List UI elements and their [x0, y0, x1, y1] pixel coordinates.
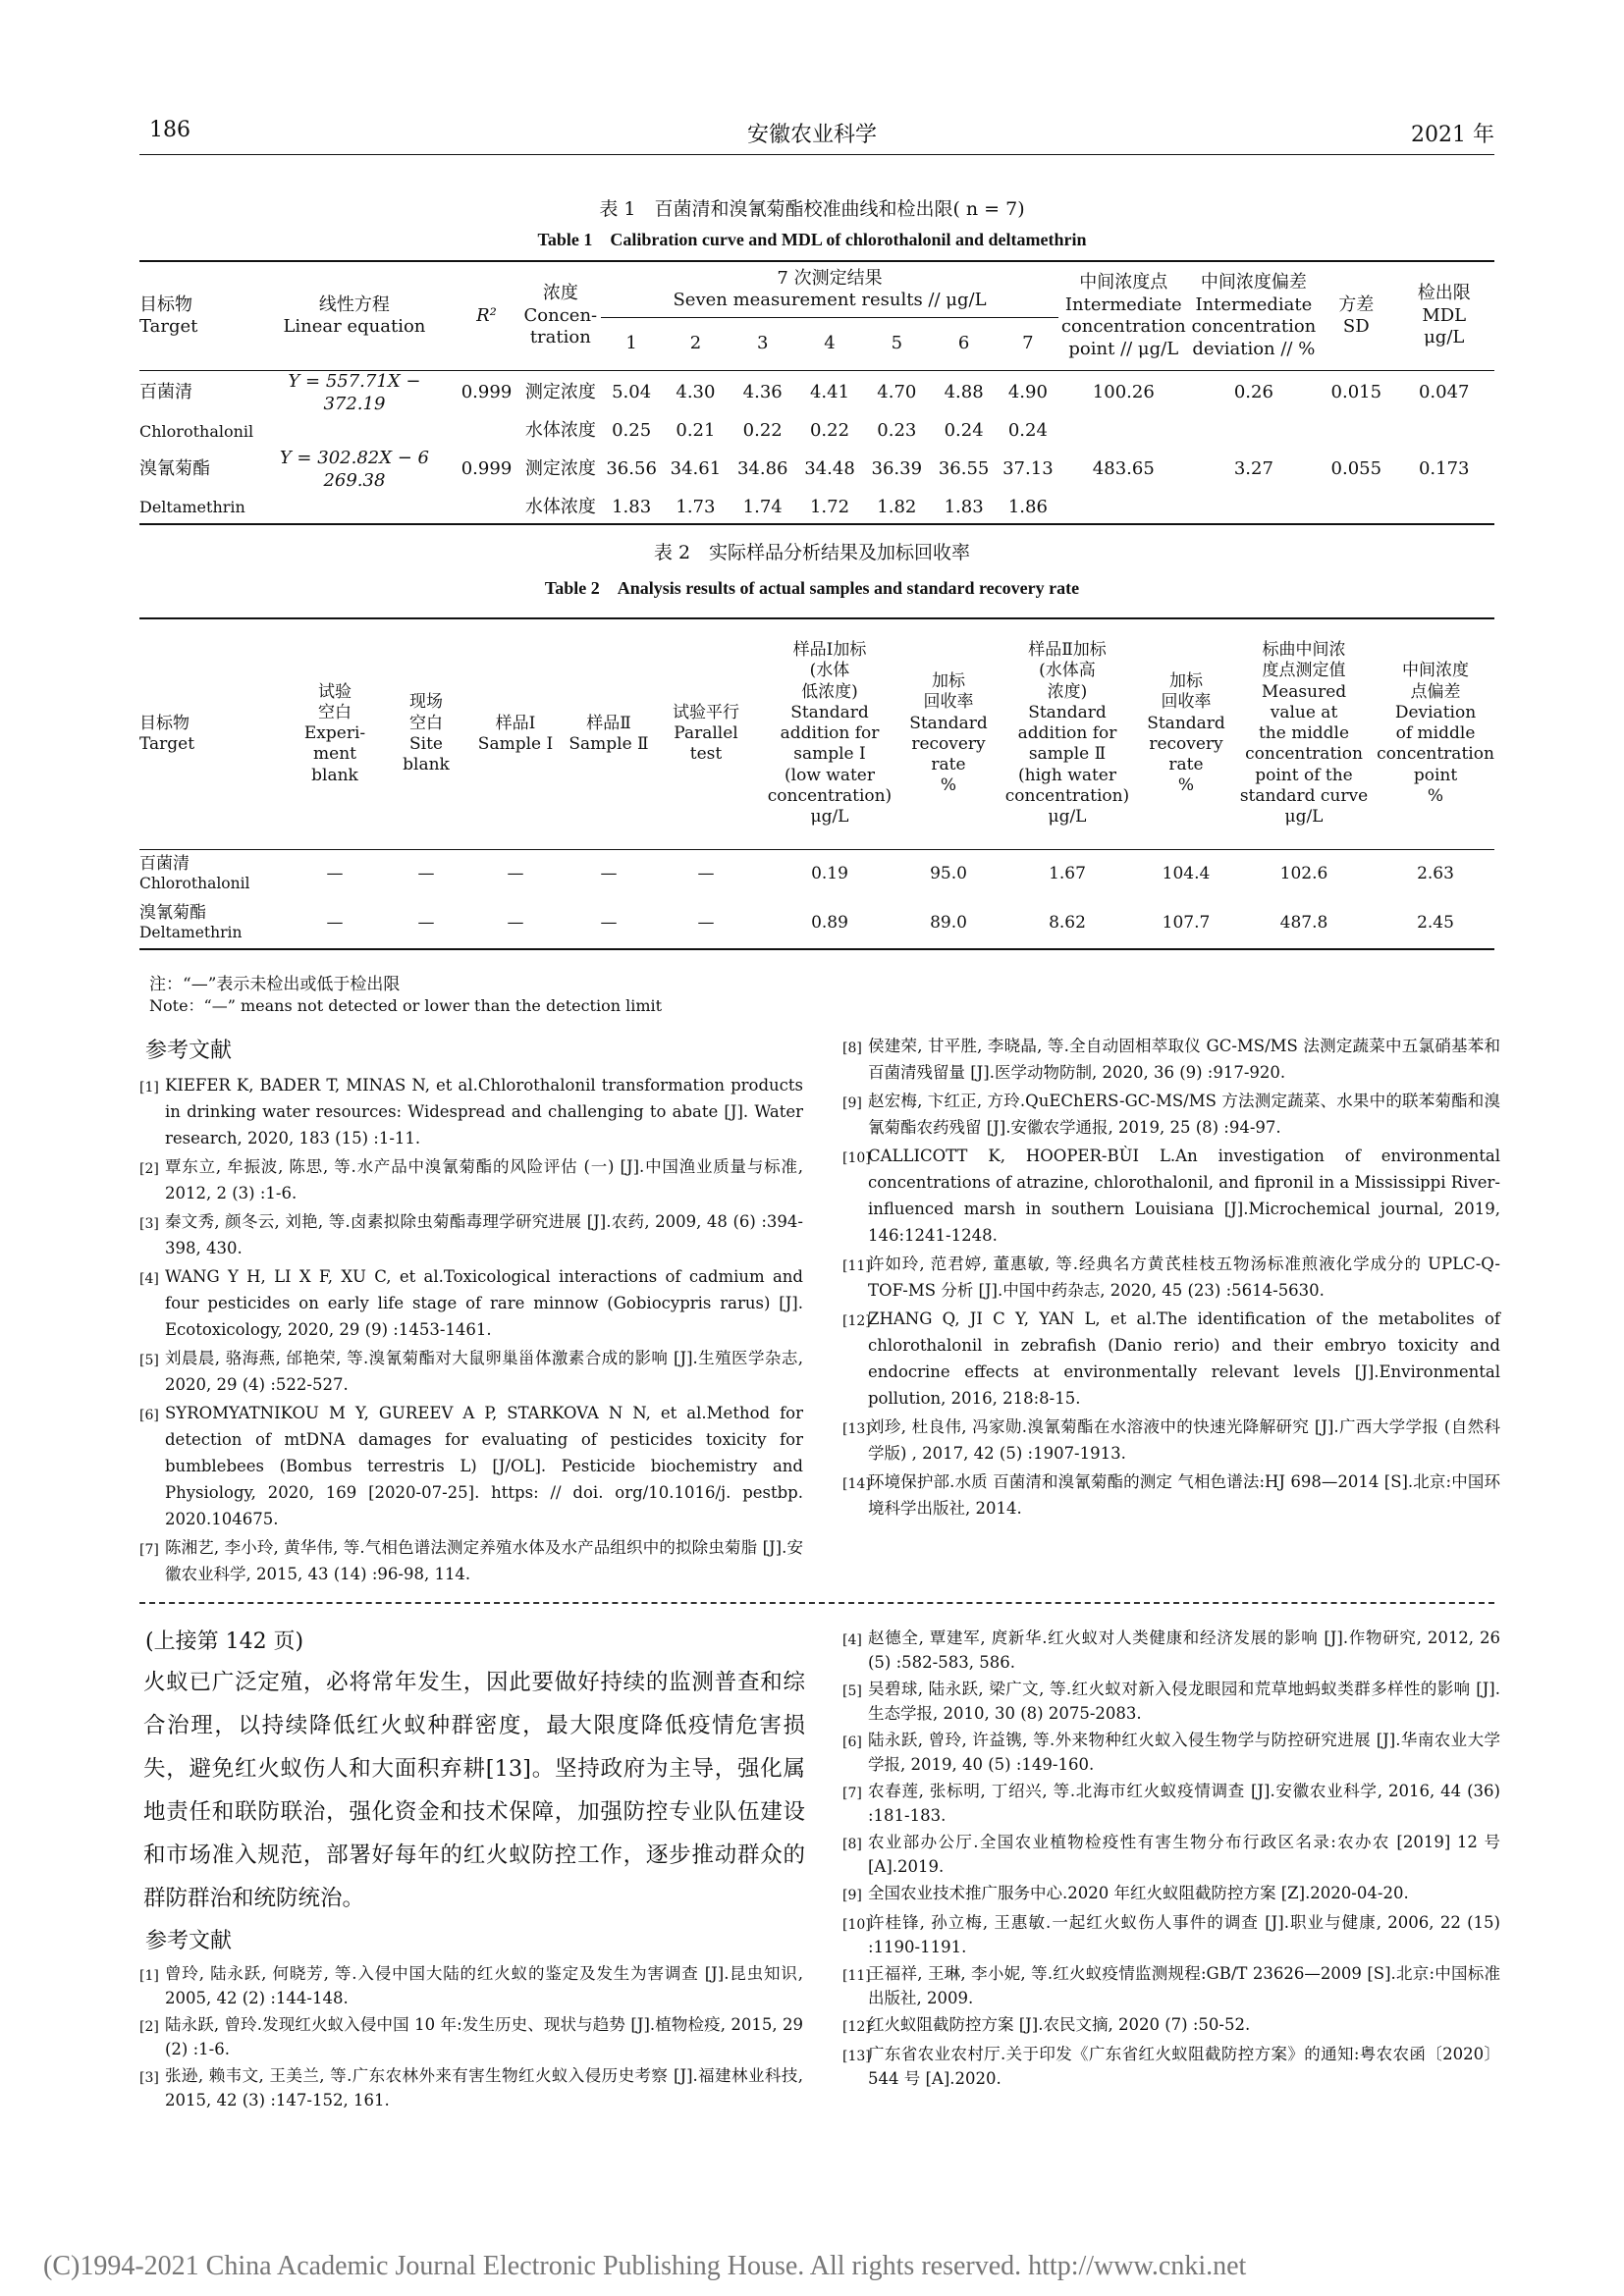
- t2-dev: 2.45: [1417, 912, 1454, 933]
- t1-conc: 水体浓度: [524, 420, 596, 442]
- t1-mid: 483.65: [1092, 458, 1155, 480]
- t1-h-target: 目标物 Target: [139, 294, 198, 337]
- reference-item: [842, 1961, 1500, 2010]
- t1-mid: 100.26: [1092, 382, 1155, 403]
- references-right-2: [842, 1626, 1500, 2093]
- t1-val: 36.56: [606, 458, 657, 480]
- t2-blank: —: [326, 912, 344, 933]
- t1-h-idx: 5: [891, 333, 903, 354]
- header-rule: [139, 154, 1494, 155]
- reference-item: [139, 1153, 803, 1206]
- continued-paragraph: 火蚁已广泛定殖，必将常年发生，因此要做好持续的监测普查和综合治理，以持续降低红火蚁种群密度，最大限度降低疫情危害损失，避免红火蚁伤人和大面积弃耕[13]。坚持政府为主导，强化属地责任和联防联治，强化资金和技术保障，加强防控专业队伍建设和市场准入规范，部署好每年的红火蚁防控工作，逐步推动群众的群防群治和统防统治。: [143, 1670, 805, 1911]
- t1-val: 4.30: [676, 382, 716, 403]
- reference-text: CALLICOTT K, HOOPER-BÙI L.An investigation of environmental concentrations of atrazine, chlorothalonil, and fipronil in a Mississippi River-influenced marsh in southern Louisiana [J].Microchemical journal, 2019, 146:1241-1248.: [868, 1147, 1500, 1245]
- reference-text: 农业部办公厅.全国农业植物检疫性有害生物分布行政区名录:农办农 [2019] 12 号 [A].2019.: [868, 1833, 1500, 1876]
- reference-number: [2]: [139, 1161, 159, 1177]
- reference-text: 红火蚁阻截防控方案 [J].农民文摘, 2020 (7) :50-52.: [868, 2015, 1251, 2034]
- reference-number: [5]: [139, 1353, 159, 1368]
- t2-h-dev: 中间浓度 点偏差 Deviation of middle concentration point %: [1377, 661, 1494, 806]
- reference-item: [842, 1088, 1500, 1141]
- t2-h-s2: 样品Ⅱ Sample Ⅱ: [568, 713, 649, 754]
- t2-s2: —: [600, 912, 618, 933]
- reference-item: [139, 1072, 803, 1151]
- t1-conc: 测定浓度: [524, 382, 596, 403]
- t1-h-idx: 2: [689, 333, 702, 354]
- t2-h-site: 现场 空白 Site blank: [403, 692, 450, 774]
- reference-number: [14]: [842, 1476, 871, 1492]
- t2-h-target: 目标物 Target: [139, 713, 195, 754]
- t1-val: 37.13: [1002, 458, 1054, 480]
- t1-val: 1.74: [742, 496, 783, 517]
- t2-s1: —: [507, 912, 524, 933]
- reference-text: 侯建荣, 甘平胜, 李晓晶, 等.全自动固相萃取仪 GC-MS/MS 法测定蔬菜中五氯硝基苯和百菌清残留量 [J].医学动物防制, 2020, 36 (9) :917-920.: [868, 1037, 1500, 1082]
- reference-text: 环境保护部.水质 百菌清和溴氰菊酯的测定 气相色谱法:HJ 698—2014 [S].北京:中国环境科学出版社, 2014.: [868, 1472, 1500, 1518]
- reference-item: [139, 1961, 803, 2010]
- table-row: [139, 448, 1494, 492]
- t1-val: 1.86: [1007, 496, 1048, 517]
- reference-item: [842, 1306, 1500, 1412]
- reference-text: SYROMYATNIKOU M Y, GUREEV A P, STARKOVA N N, et al.Method for detection of mtDNA damages for evaluating of pesticides toxicity for bumblebees (Bombus terrestris L) [J/OL]. Pesticide biochemistry and Physiology, 2020, 169 [2020-07-25]. https: // doi. org/10.1016/j. pestbp. 2020.104675.: [165, 1404, 803, 1528]
- t1-val: 1.83: [944, 496, 984, 517]
- t1-r2: 0.999: [460, 458, 513, 480]
- t1-dev: 3.27: [1233, 458, 1273, 480]
- t1-val: 1.83: [612, 496, 652, 517]
- reference-text: WANG Y H, LI X F, XU C, et al.Toxicological interactions of cadmium and four pesticides on early life stage of rare minnow (Gobiocypris rarus) [J]. Ecotoxicology, 2020, 29 (9) :1453-1461.: [165, 1267, 803, 1339]
- t1-val: 34.48: [804, 458, 855, 480]
- reference-text: 刘珍, 杜良伟, 冯家勋.溴氰菊酯在水溶液中的快速光降解研究 [J].广西大学学报 (自然科学版) , 2017, 42 (5) :1907-1913.: [868, 1417, 1500, 1463]
- t2-rec2: 104.4: [1162, 863, 1211, 883]
- reference-text: 陈湘艺, 李小玲, 黄华伟, 等.气相色谱法测定养殖水体及水产品组织中的拟除虫菊脂 [J].安徽农业科学, 2015, 43 (14) :96-98, 114.: [165, 1538, 803, 1583]
- t1-h-idx: 6: [957, 333, 970, 354]
- reference-number: [13]: [842, 2049, 871, 2064]
- t1-h-eq: 线性方程 Linear equation: [283, 294, 426, 337]
- t2-add2: 1.67: [1049, 863, 1086, 883]
- t1-h-idx: 7: [1022, 333, 1034, 354]
- reference-text: 覃东立, 牟振波, 陈思, 等.水产品中溴氰菊酯的风险评估 (一) [J].中国渔业质量与标准, 2012, 2 (3) :1-6.: [165, 1157, 803, 1202]
- t1-val: 0.21: [676, 420, 716, 442]
- reference-item: [842, 1677, 1500, 1726]
- table2-note-en: Note：“—” means not detected or lower than the detection limit: [149, 996, 663, 1015]
- reference-number: [6]: [842, 1735, 862, 1750]
- t2-h-s1: 样品Ⅰ Sample Ⅰ: [477, 713, 554, 754]
- t1-val: 1.82: [877, 496, 917, 517]
- reference-number: [11]: [842, 1968, 871, 1984]
- t2-blank: —: [326, 863, 344, 883]
- table-row: [139, 371, 1494, 416]
- journal-name: 安徽农业科学: [746, 123, 877, 147]
- reference-item: [842, 1910, 1500, 1959]
- year: 2021 年: [1411, 123, 1494, 147]
- t1-target: 溴氰菊酯: [139, 458, 210, 480]
- reference-number: [10]: [842, 1917, 871, 1933]
- reference-text: 许桂锋, 孙立梅, 王惠敏.一起红火蚁伤人事件的调查 [J].职业与健康, 2006, 22 (15) :1190-1191.: [868, 1913, 1500, 1956]
- t2-par: —: [697, 863, 715, 883]
- reference-item: [139, 1263, 803, 1343]
- reference-text: 广东省农业农村厅.关于印发《广东省红火蚁阻截防控方案》的通知:粤农农函〔2020〕544 号 [A].2020.: [868, 2045, 1500, 2088]
- table-row: [139, 849, 1494, 898]
- reference-number: [9]: [842, 1888, 862, 1903]
- references-title: 参考文献: [145, 1039, 233, 1063]
- t1-eq: Y = 557.71X − 372.19: [288, 371, 421, 414]
- reference-number: [6]: [139, 1408, 159, 1423]
- table2-caption-en: Table 2 Analysis results of actual samples and standard recovery rate: [544, 578, 1080, 598]
- reference-text: 许如玲, 范君婷, 董惠敏, 等.经典名方黄芪桂枝五物汤标准煎液化学成分的 UPLC-Q-TOF-MS 分析 [J].中国中药杂志, 2020, 45 (23) :5614-5630.: [868, 1255, 1500, 1300]
- t2-add2: 8.62: [1049, 912, 1086, 933]
- reference-text: ZHANG Q, JI C Y, YAN L, et al.The identification of the metabolites of chlorothalonil in zebrafish (Danio rerio) and their embryo toxicity and endocrine effects at environmentally relevant levels [J].Environmental pollution, 2016, 218:8-15.: [868, 1309, 1500, 1408]
- t1-h-idx: 1: [625, 333, 637, 354]
- t1-conc: 测定浓度: [524, 458, 596, 480]
- t1-h-idx: 4: [824, 333, 836, 354]
- t2-rec2: 107.7: [1162, 912, 1211, 933]
- t2-h-add2: 样品Ⅱ加标 (水体高 浓度) Standard addition for sample Ⅱ (high water concentration) μg/L: [1004, 640, 1130, 828]
- t1-mdl: 0.173: [1418, 458, 1470, 480]
- t1-target: 百菌清: [139, 382, 192, 403]
- reference-item: [139, 2063, 803, 2112]
- t2-h-mid: 标曲中间浓 度点测定值 Measured value at the middle concentration point of the standard curve μg/L: [1239, 640, 1369, 828]
- page-number: 186: [149, 118, 190, 142]
- reference-text: 秦文秀, 颜冬云, 刘艳, 等.卤素拟除虫菊酯毒理学研究进展 [J].农药, 2009, 48 (6) :394-398, 430.: [165, 1212, 803, 1257]
- reference-number: [1]: [139, 1080, 159, 1095]
- reference-number: [1]: [139, 1968, 159, 1984]
- t1-r2: 0.999: [460, 382, 513, 403]
- references-right: [842, 1033, 1500, 1523]
- reference-item: [139, 2012, 803, 2061]
- reference-text: 王福祥, 王琳, 李小妮, 等.红火蚁疫情监测规程:GB/T 23626—2009 [S].北京:中国标准出版社, 2009.: [868, 1964, 1500, 2007]
- t1-val: 34.61: [670, 458, 722, 480]
- reference-item: [842, 1468, 1500, 1522]
- t1-val: 5.04: [612, 382, 652, 403]
- t2-h-add1: 样品Ⅰ加标 (水体 低浓度) Standard addition for sample Ⅰ (low water concentration) μg/L: [767, 640, 893, 828]
- reference-item: [842, 1728, 1500, 1777]
- t1-val: 0.23: [877, 420, 917, 442]
- reference-text: 全国农业技术推广服务中心.2020 年红火蚁阻截防控方案 [Z].2020-04-20.: [868, 1884, 1409, 1902]
- table-row: [139, 898, 1494, 949]
- t1-sd: 0.015: [1330, 382, 1382, 403]
- t1-val: 34.86: [736, 458, 788, 480]
- reference-item: [139, 1345, 803, 1398]
- t1-val: 4.70: [877, 382, 917, 403]
- t2-site: —: [417, 863, 435, 883]
- t1-h-seven: 7 次测定结果 Seven measurement results // μg/L: [601, 261, 1058, 318]
- t1-conc: 水体浓度: [524, 496, 596, 517]
- reference-item: [842, 2012, 1500, 2040]
- reference-item: [842, 1830, 1500, 1879]
- t1-h-dev: 中间浓度偏差 Intermediate concentration deviation // %: [1191, 272, 1317, 359]
- reference-number: [9]: [842, 1095, 862, 1111]
- reference-number: [7]: [139, 1542, 159, 1558]
- t1-val: 0.22: [742, 420, 783, 442]
- reference-number: [3]: [139, 2070, 159, 2086]
- t1-val: 1.72: [809, 496, 850, 517]
- t2-s1: —: [507, 863, 524, 883]
- reference-number: [8]: [842, 1837, 862, 1852]
- t2-h-blank: 试验 空白 Experi- ment blank: [303, 681, 366, 785]
- reference-number: [11]: [842, 1258, 871, 1274]
- t1-h-idx: 3: [756, 333, 769, 354]
- continued-label: (上接第 142 页): [145, 1629, 304, 1654]
- reference-number: [2]: [139, 2019, 159, 2035]
- reference-text: 陆永跃, 曾玲.发现红火蚁入侵中国 10 年:发生历史、现状与趋势 [J].植物检疫, 2015, 29 (2) :1-6.: [165, 2015, 803, 2058]
- reference-item: [842, 1143, 1500, 1249]
- reference-item: [842, 1251, 1500, 1304]
- reference-text: KIEFER K, BADER T, MINAS N, et al.Chlorothalonil transformation products in drinking water resources: Widespread and challenging to abate [J]. Water research, 2020, 183 (15) :1-11.: [165, 1076, 803, 1148]
- reference-item: [139, 1400, 803, 1532]
- reference-text: 农春莲, 张标明, 丁绍兴, 等.北海市红火蚁疫情调查 [J].安徽农业科学, 2016, 44 (36) :181-183.: [868, 1782, 1500, 1825]
- t1-eq: Y = 302.82X − 6 269.38: [279, 448, 430, 491]
- reference-item: [139, 1534, 803, 1587]
- reference-item: [842, 1414, 1500, 1467]
- t1-val: 4.41: [809, 382, 850, 403]
- table2: [139, 617, 1494, 950]
- t1-val: 36.39: [871, 458, 923, 480]
- references-left: [139, 1072, 803, 1589]
- t1-mdl: 0.047: [1418, 382, 1470, 403]
- table-row: [139, 492, 1494, 524]
- table2-note-cn: 注：“—”表示未检出或低于检出限: [149, 975, 401, 994]
- t1-h-mid: 中间浓度点 Intermediate concentration point // μg/L: [1060, 272, 1186, 359]
- table-row: [139, 415, 1494, 448]
- t1-val: 4.36: [742, 382, 783, 403]
- t1-h-conc: 浓度 Concen- tration: [523, 283, 598, 348]
- t1-val: 0.22: [809, 420, 850, 442]
- t2-rec1: 95.0: [930, 863, 967, 883]
- reference-number: [8]: [842, 1041, 862, 1056]
- t1-val: 0.25: [612, 420, 652, 442]
- table1-caption-en: Table 1 Calibration curve and MDL of chlorothalonil and deltamethrin: [537, 230, 1087, 249]
- t1-h-sd: 方差 SD: [1338, 294, 1375, 337]
- table1: [139, 260, 1494, 525]
- t2-add1: 0.19: [811, 863, 848, 883]
- reference-item: [842, 2042, 1500, 2091]
- t1-val: 4.90: [1007, 382, 1048, 403]
- reference-item: [842, 1033, 1500, 1086]
- t1-sd: 0.055: [1330, 458, 1382, 480]
- reference-text: 吴碧球, 陆永跃, 梁广文, 等.红火蚁对新入侵龙眼园和荒草地蚂蚁类群多样性的影响 [J].生态学报, 2010, 30 (8) 2075-2083.: [868, 1680, 1500, 1723]
- t1-val: 0.24: [1007, 420, 1048, 442]
- reference-number: [3]: [139, 1216, 159, 1232]
- t2-h-rec1: 加标 回收率 Standard recovery rate %: [909, 671, 988, 796]
- t1-target-en: Chlorothalonil: [139, 421, 254, 441]
- t2-mid: 102.6: [1279, 863, 1328, 883]
- t2-rec1: 89.0: [930, 912, 967, 933]
- reference-number: [12]: [842, 1313, 871, 1329]
- reference-text: 陆永跃, 曾玲, 许益镌, 等.外来物种红火蚁入侵生物学与防控研究进展 [J].华南农业大学学报, 2019, 40 (5) :149-160.: [868, 1731, 1500, 1774]
- reference-item: [842, 1881, 1500, 1908]
- t1-h-r2: R²: [476, 304, 497, 326]
- table1-caption-cn: 表 1 百菌清和溴氰菊酯校准曲线和检出限( n = 7): [599, 198, 1025, 220]
- t2-mid: 487.8: [1279, 912, 1328, 933]
- reference-text: 赵宏梅, 卞红正, 方玲.QuEChERS-GC-MS/MS 方法测定蔬菜、水果中的联苯菊酯和溴氰菊酯农药残留 [J].安徽农学通报, 2019, 25 (8) :94-97.: [868, 1092, 1500, 1137]
- t2-add1: 0.89: [811, 912, 848, 933]
- t2-h-rec2: 加标 回收率 Standard recovery rate %: [1147, 671, 1225, 796]
- t2-h-par: 试验平行 Parallel test: [673, 702, 739, 765]
- references-left-2: [139, 1961, 803, 2114]
- t1-h-mdl: 检出限 MDL μg/L: [1417, 283, 1471, 348]
- t1-dev: 0.26: [1233, 382, 1273, 403]
- t2-par: —: [697, 912, 715, 933]
- t2-target: 百菌清 Chlorothalonil: [139, 853, 250, 893]
- references-title-2: 参考文献: [145, 1929, 233, 1953]
- reference-text: 曾玲, 陆永跃, 何晓芳, 等.入侵中国大陆的红火蚁的鉴定及发生为害调查 [J].昆虫知识, 2005, 42 (2) :144-148.: [165, 1964, 803, 2007]
- t1-val: 1.73: [676, 496, 716, 517]
- reference-number: [13]: [842, 1421, 871, 1437]
- t1-val: 4.88: [944, 382, 984, 403]
- t2-dev: 2.63: [1417, 863, 1454, 883]
- reference-number: [5]: [842, 1683, 862, 1699]
- reference-text: 刘晨晨, 骆海燕, 邰艳荣, 等.溴氰菊酯对大鼠卵巢甾体激素合成的影响 [J].生殖医学杂志, 2020, 29 (4) :522-527.: [165, 1349, 803, 1394]
- t2-site: —: [417, 912, 435, 933]
- reference-number: [4]: [139, 1271, 159, 1287]
- table2-caption-cn: 表 2 实际样品分析结果及加标回收率: [653, 542, 971, 563]
- copyright-footer: (C)1994-2021 China Academic Journal Electronic Publishing House. All rights reserved. http://www.cnki.net: [43, 2251, 1247, 2281]
- t1-val: 36.55: [938, 458, 990, 480]
- reference-number: [12]: [842, 2019, 871, 2035]
- t2-s2: —: [600, 863, 618, 883]
- reference-number: [10]: [842, 1150, 871, 1166]
- t1-target-en: Deltamethrin: [139, 498, 245, 516]
- reference-number: [4]: [842, 1632, 862, 1648]
- section-divider: [139, 1602, 1494, 1604]
- t2-target: 溴氰菊酯 Deltamethrin: [139, 903, 243, 942]
- reference-item: [842, 1626, 1500, 1675]
- reference-item: [139, 1208, 803, 1261]
- reference-text: 赵德全, 覃建军, 庹新华.红火蚁对人类健康和经济发展的影响 [J].作物研究, 2012, 26 (5) :582-583, 586.: [868, 1629, 1500, 1672]
- reference-number: [7]: [842, 1786, 862, 1801]
- t1-val: 0.24: [944, 420, 984, 442]
- reference-item: [842, 1779, 1500, 1828]
- reference-text: 张逊, 赖韦文, 王美兰, 等.广东农林外来有害生物红火蚁入侵历史考察 [J].福建林业科技, 2015, 42 (3) :147-152, 161.: [165, 2066, 803, 2109]
